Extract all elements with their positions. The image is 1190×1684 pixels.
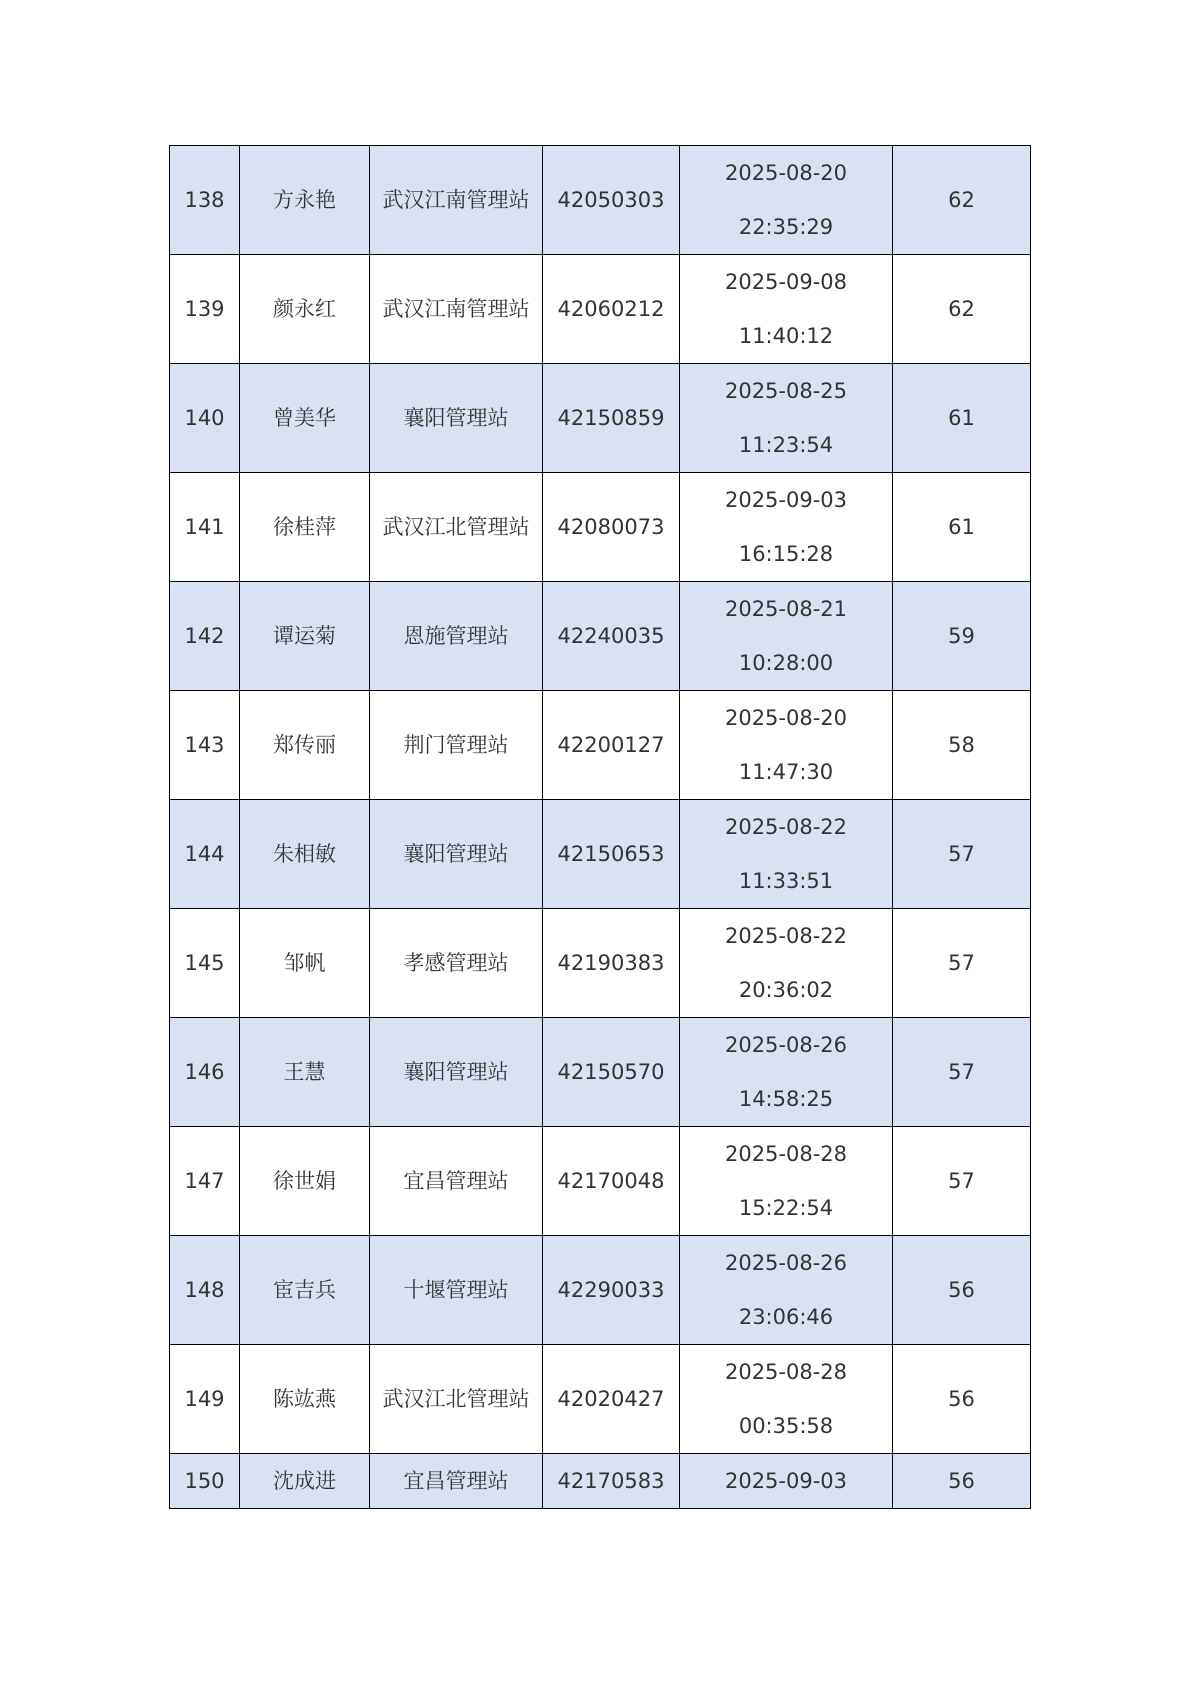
datetime-cell	[680, 1127, 893, 1236]
date-text: 2025-08-20	[724, 161, 848, 185]
station-cell: 宜昌管理站	[370, 1127, 543, 1236]
score-cell: 61	[893, 473, 1031, 582]
datetime-cell	[680, 582, 893, 691]
datetime-cell	[680, 364, 893, 473]
date-text: 2025-09-08	[724, 270, 848, 294]
score-cell: 56	[893, 1454, 1031, 1509]
name-cell: 郑传丽	[240, 691, 370, 800]
score-cell: 58	[893, 691, 1031, 800]
score-cell: 56	[893, 1345, 1031, 1454]
id-number-cell: 42150859	[543, 364, 680, 473]
name-cell: 曾美华	[240, 364, 370, 473]
table-row	[170, 1454, 1031, 1509]
id-number-cell: 42080073	[543, 473, 680, 582]
ranking-table	[169, 145, 1031, 1509]
station-cell: 十堰管理站	[370, 1236, 543, 1345]
date-text: 2025-08-25	[724, 379, 848, 403]
name-cell: 沈成进	[240, 1454, 370, 1509]
ranking-table-body	[170, 146, 1031, 1509]
id-number-cell: 42150570	[543, 1018, 680, 1127]
score-cell: 57	[893, 800, 1031, 909]
time-text: 23:06:46	[738, 1305, 834, 1329]
date-text: 2025-08-22	[724, 815, 848, 839]
station-cell: 武汉江北管理站	[370, 1345, 543, 1454]
score-cell: 57	[893, 1127, 1031, 1236]
date-text: 2025-09-03	[724, 1469, 848, 1493]
datetime-cell	[680, 691, 893, 800]
rank-cell: 146	[170, 1018, 240, 1127]
time-text: 11:47:30	[738, 760, 834, 784]
station-cell: 襄阳管理站	[370, 364, 543, 473]
rank-cell: 141	[170, 473, 240, 582]
id-number-cell: 42200127	[543, 691, 680, 800]
datetime-cell	[680, 800, 893, 909]
table-row	[170, 473, 1031, 582]
name-cell: 陈竑燕	[240, 1345, 370, 1454]
table-row	[170, 1236, 1031, 1345]
name-cell: 谭运菊	[240, 582, 370, 691]
table-row	[170, 909, 1031, 1018]
time-text: 15:22:54	[738, 1196, 834, 1220]
id-number-cell: 42290033	[543, 1236, 680, 1345]
table-row	[170, 364, 1031, 473]
station-cell: 宜昌管理站	[370, 1454, 543, 1509]
time-text: 14:58:25	[738, 1087, 834, 1111]
rank-cell: 143	[170, 691, 240, 800]
datetime-cell	[680, 1454, 893, 1509]
time-text: 16:15:28	[738, 542, 834, 566]
time-text: 11:33:51	[738, 869, 834, 893]
date-text: 2025-08-22	[724, 924, 848, 948]
name-cell: 王慧	[240, 1018, 370, 1127]
name-cell: 邹帆	[240, 909, 370, 1018]
datetime-cell	[680, 1236, 893, 1345]
name-cell: 宦吉兵	[240, 1236, 370, 1345]
station-cell: 荆门管理站	[370, 691, 543, 800]
name-cell: 颜永红	[240, 255, 370, 364]
rank-cell: 145	[170, 909, 240, 1018]
time-text: 22:35:29	[738, 215, 834, 239]
table-row	[170, 582, 1031, 691]
station-cell: 恩施管理站	[370, 582, 543, 691]
rank-cell: 144	[170, 800, 240, 909]
date-text: 2025-08-26	[724, 1033, 848, 1057]
rank-cell: 138	[170, 146, 240, 255]
date-text: 2025-09-03	[724, 488, 848, 512]
id-number-cell: 42060212	[543, 255, 680, 364]
score-cell: 61	[893, 364, 1031, 473]
table-row	[170, 1127, 1031, 1236]
id-number-cell: 42190383	[543, 909, 680, 1018]
date-text: 2025-08-26	[724, 1251, 848, 1275]
name-cell: 朱相敏	[240, 800, 370, 909]
id-number-cell: 42170583	[543, 1454, 680, 1509]
rank-cell: 149	[170, 1345, 240, 1454]
datetime-cell	[680, 255, 893, 364]
date-text: 2025-08-28	[724, 1142, 848, 1166]
time-text: 11:40:12	[738, 324, 834, 348]
station-cell: 襄阳管理站	[370, 1018, 543, 1127]
table-row	[170, 1018, 1031, 1127]
rank-cell: 142	[170, 582, 240, 691]
table-row	[170, 1345, 1031, 1454]
score-cell: 62	[893, 146, 1031, 255]
id-number-cell: 42150653	[543, 800, 680, 909]
time-text: 00:35:58	[738, 1414, 834, 1438]
score-cell: 57	[893, 1018, 1031, 1127]
id-number-cell: 42240035	[543, 582, 680, 691]
rank-cell: 147	[170, 1127, 240, 1236]
datetime-cell	[680, 909, 893, 1018]
score-cell: 62	[893, 255, 1031, 364]
datetime-cell	[680, 1018, 893, 1127]
table-row	[170, 255, 1031, 364]
name-cell: 徐桂萍	[240, 473, 370, 582]
datetime-cell	[680, 473, 893, 582]
station-cell: 武汉江南管理站	[370, 146, 543, 255]
rank-cell: 140	[170, 364, 240, 473]
table-row	[170, 691, 1031, 800]
rank-cell: 139	[170, 255, 240, 364]
date-text: 2025-08-20	[724, 706, 848, 730]
time-text: 20:36:02	[738, 978, 834, 1002]
id-number-cell: 42020427	[543, 1345, 680, 1454]
id-number-cell: 42170048	[543, 1127, 680, 1236]
name-cell: 方永艳	[240, 146, 370, 255]
id-number-cell: 42050303	[543, 146, 680, 255]
station-cell: 襄阳管理站	[370, 800, 543, 909]
station-cell: 武汉江北管理站	[370, 473, 543, 582]
rank-cell: 148	[170, 1236, 240, 1345]
time-text: 10:28:00	[738, 651, 834, 675]
rank-cell: 150	[170, 1454, 240, 1509]
name-cell: 徐世娟	[240, 1127, 370, 1236]
score-cell: 57	[893, 909, 1031, 1018]
station-cell: 孝感管理站	[370, 909, 543, 1018]
table-row	[170, 146, 1031, 255]
time-text: 11:23:54	[738, 433, 834, 457]
score-cell: 56	[893, 1236, 1031, 1345]
date-text: 2025-08-28	[724, 1360, 848, 1384]
date-text: 2025-08-21	[724, 597, 848, 621]
score-cell: 59	[893, 582, 1031, 691]
station-cell: 武汉江南管理站	[370, 255, 543, 364]
table-row	[170, 800, 1031, 909]
datetime-cell	[680, 1345, 893, 1454]
datetime-cell	[680, 146, 893, 255]
